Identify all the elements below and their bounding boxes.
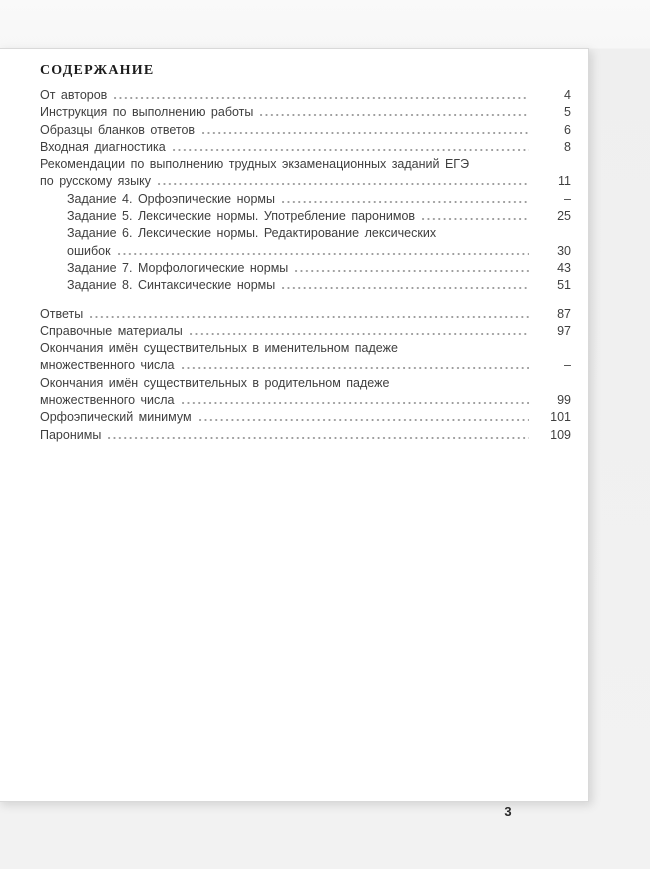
dot-leader (295, 270, 529, 272)
toc-entry-text: по русскому языку (40, 174, 151, 189)
toc-row (40, 191, 571, 208)
toc-page-number: 25 (557, 209, 571, 224)
toc-page-number: 97 (557, 323, 571, 338)
dot-leader (158, 183, 529, 185)
toc-entry-text: Задание 5. Лексические нормы. Употребление паронимов (67, 209, 416, 224)
dot-leader (260, 114, 529, 116)
toc-entry-text: Задание 8. Синтаксические нормы (67, 278, 276, 293)
toc-page-number: 6 (564, 122, 571, 137)
toc-row (40, 208, 571, 225)
dot-leader (90, 316, 529, 318)
toc-row (40, 173, 571, 190)
dot-leader (282, 201, 529, 203)
toc-page-number: – (564, 358, 571, 373)
toc-row (40, 87, 571, 104)
toc-row (40, 375, 571, 392)
toc-page-number: 43 (557, 260, 571, 275)
dot-leader (190, 333, 529, 335)
book-page (0, 48, 589, 802)
dot-leader (173, 149, 529, 151)
toc-entry-text: Рекомендации по выполнению трудных экзаменационных заданий ЕГЭ (40, 157, 470, 172)
toc-entry-text: Входная диагностика (40, 139, 166, 154)
toc-entry-text: Справочные материалы (40, 323, 183, 338)
dot-leader (202, 132, 529, 134)
toc-entry-text: Ответы (40, 306, 84, 321)
toc-page-number: 87 (557, 306, 571, 321)
toc-entry-text: ошибок (67, 243, 111, 258)
toc-page-number: – (564, 191, 571, 206)
footer-page-number: 3 (504, 804, 512, 819)
toc-page-number: 11 (558, 174, 571, 189)
toc-row (40, 392, 571, 409)
toc-row (40, 427, 571, 444)
toc-row (40, 122, 571, 139)
toc-row (40, 323, 571, 340)
toc-page-number: 5 (564, 105, 571, 120)
toc-row (40, 357, 571, 374)
toc-entry-text: Образцы бланков ответов (40, 122, 196, 137)
toc-entry-text: Задание 7. Морфологические нормы (67, 260, 289, 275)
toc-row (40, 225, 571, 242)
toc-entry-text: множественного числа (40, 393, 175, 408)
toc-row (40, 104, 571, 121)
dot-leader (118, 253, 529, 255)
toc-page-number: 99 (557, 393, 571, 408)
toc-entry-text: Окончания имён существительных в именительном падеже (40, 341, 398, 356)
dot-leader (114, 97, 529, 99)
dot-leader (182, 402, 529, 404)
page-title: СОДЕРЖАНИЕ (40, 63, 155, 78)
toc-entry-text: Задание 4. Орфоэпические нормы (67, 191, 275, 206)
toc-row (40, 409, 571, 426)
toc-entry-text: Орфоэпический минимум (40, 410, 192, 425)
toc-entry-text: Окончания имён существительных в родительном падеже (40, 375, 390, 390)
dot-leader (108, 437, 529, 439)
toc-page-number: 51 (557, 278, 571, 293)
toc-entry-text: Инструкция по выполнению работы (40, 105, 254, 120)
toc-entry-text: От авторов (40, 88, 108, 102)
toc-page-number: 109 (550, 427, 571, 442)
toc-row (40, 306, 571, 323)
toc-page-number: 8 (564, 139, 571, 154)
toc-page-number: 30 (557, 243, 571, 258)
toc-entry-text: Задание 6. Лексические нормы. Редактирование лексических (67, 226, 437, 241)
dot-leader (199, 419, 529, 421)
toc-row (40, 260, 571, 277)
toc-list (40, 87, 571, 444)
toc-entry-text: Паронимы (40, 427, 102, 442)
toc-entry-text: множественного числа (40, 358, 175, 373)
toc-row (40, 139, 571, 156)
dot-leader (182, 367, 529, 369)
dot-leader (282, 287, 529, 289)
dot-leader (422, 218, 529, 220)
toc-row (40, 156, 571, 173)
page-content (0, 49, 588, 444)
toc-page-number: 4 (564, 88, 571, 102)
toc-row (40, 277, 571, 294)
toc-page-number: 101 (550, 410, 571, 425)
toc-row (40, 340, 571, 357)
toc-row (40, 243, 571, 260)
